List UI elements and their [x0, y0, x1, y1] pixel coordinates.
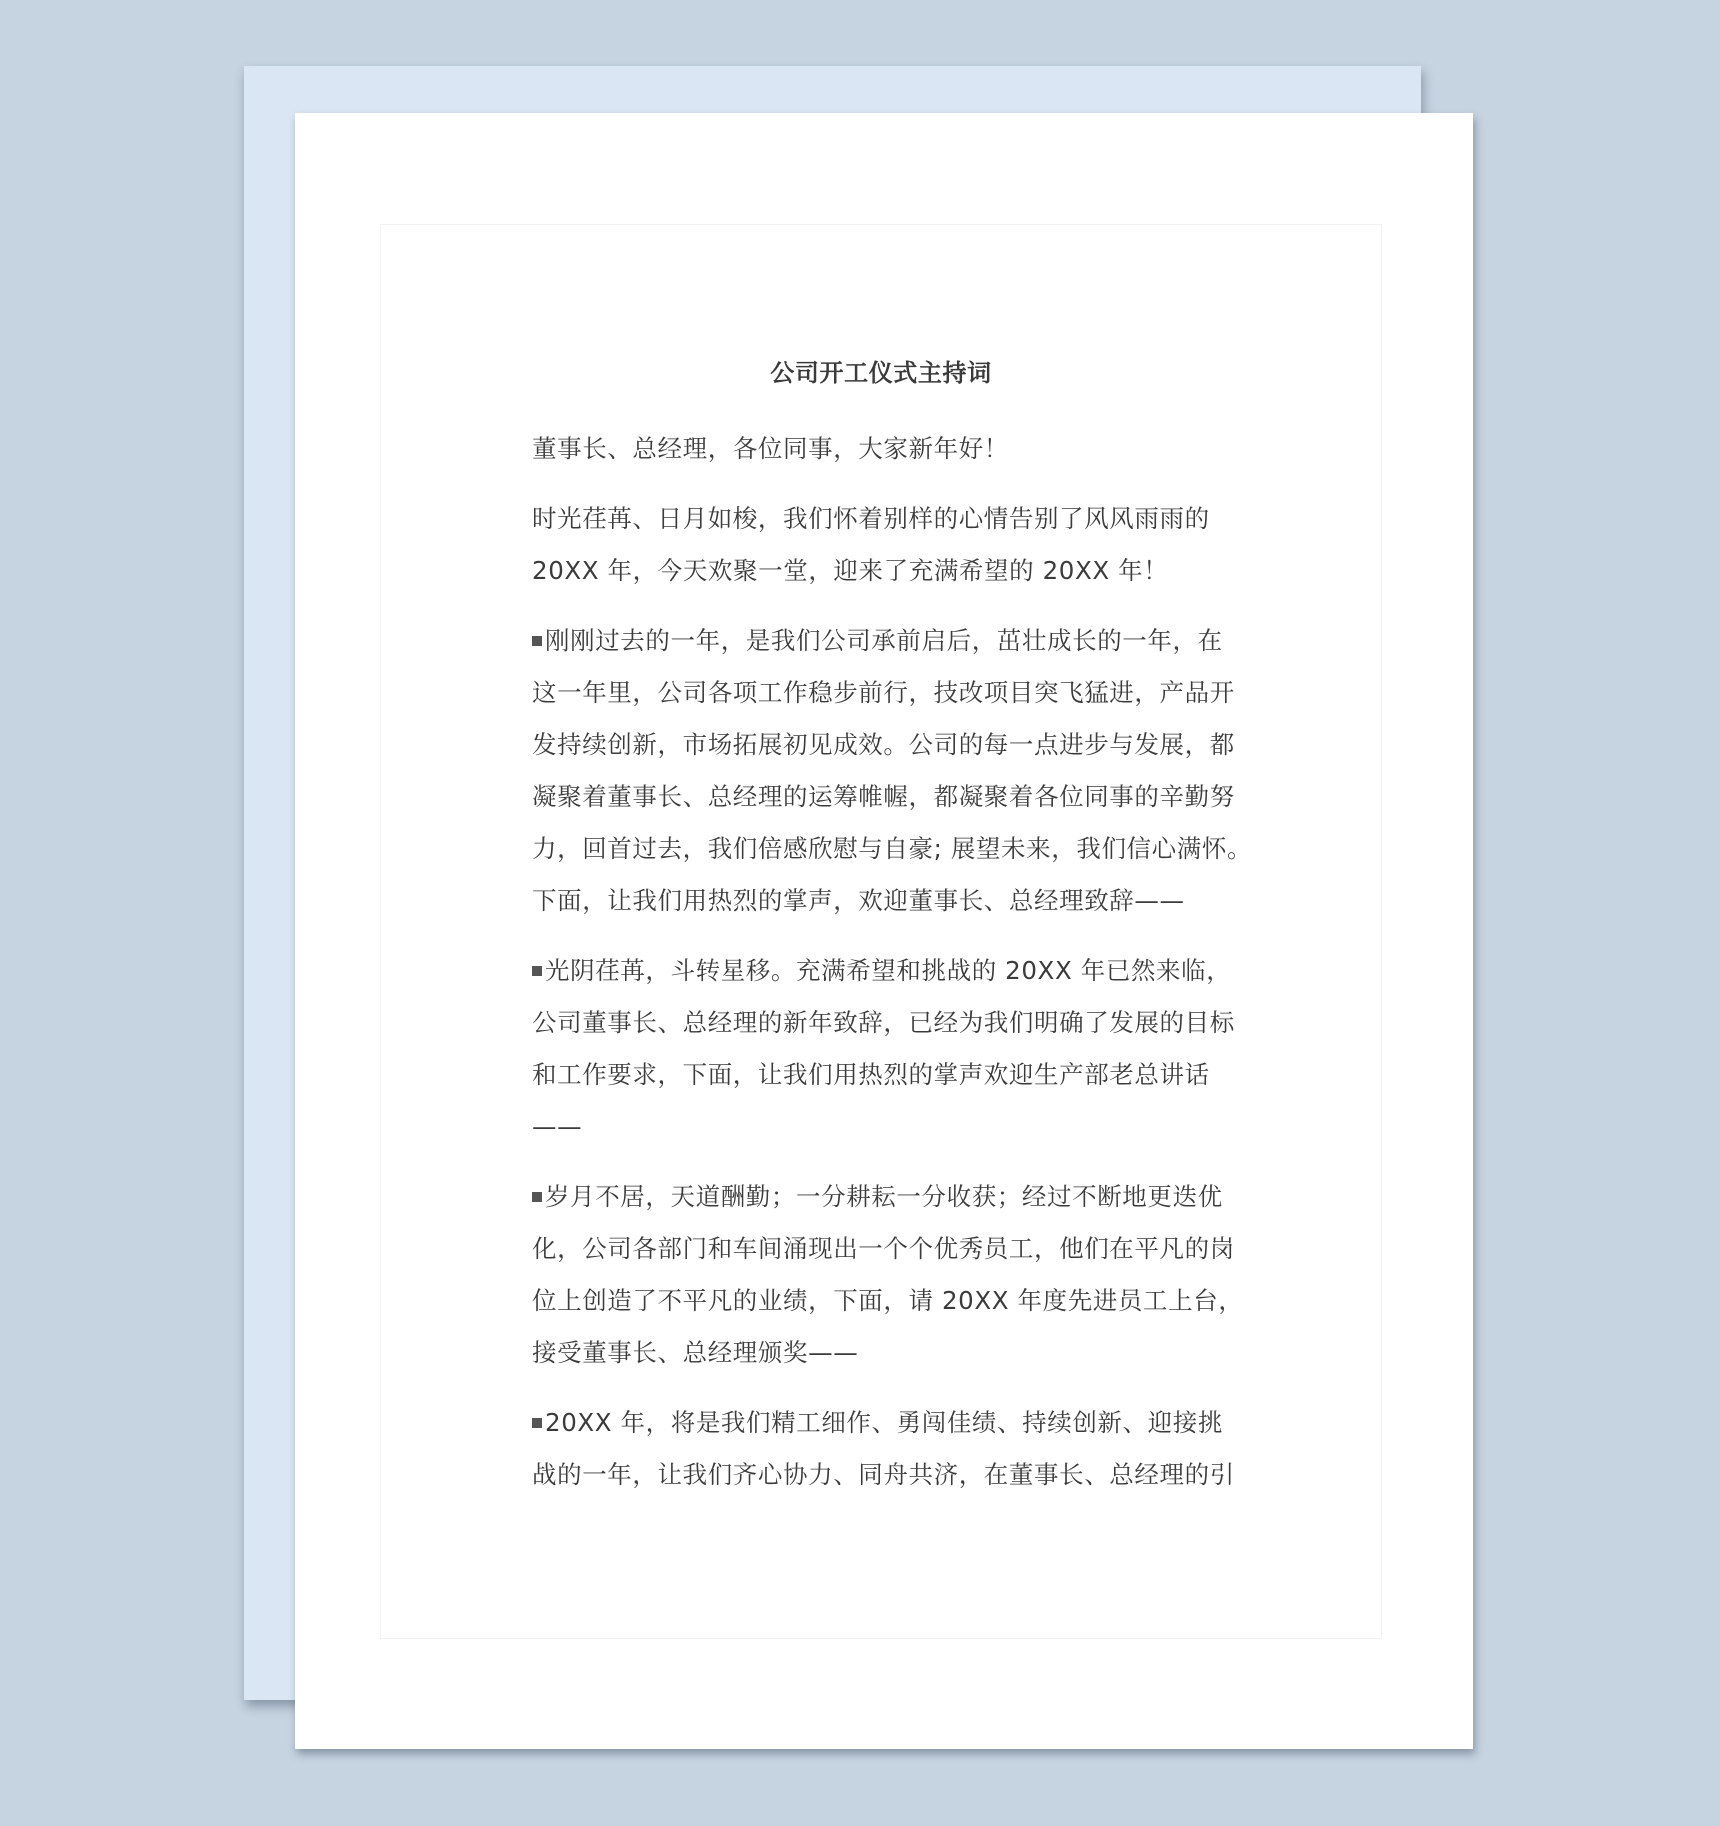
text-line	[532, 945, 1230, 997]
paragraph-awards	[532, 1171, 1244, 1379]
document-title: 公司开工仪式主持词	[770, 359, 992, 387]
text-line: 这一年里，公司各项工作稳步前行，技改项目突飞猛进，产品开	[532, 678, 1235, 707]
paragraph-opening	[532, 493, 1230, 597]
text-line: 凝聚着董事长、总经理的运筹帷幄，都凝聚着各位同事的辛勤努	[532, 782, 1235, 811]
document-body	[532, 353, 1253, 1519]
front-page-sheet	[295, 113, 1473, 1749]
paragraph-outlook	[532, 1397, 1235, 1501]
paragraph-greeting	[532, 423, 1230, 475]
text-line: 20XX 年，今天欢聚一堂，迎来了充满希望的 20XX 年！	[532, 556, 1169, 585]
text-line-content: 20XX 年，将是我们精工细作、勇闯佳绩、持续创新、迎接挑	[545, 1408, 1223, 1437]
text-line: 时光荏苒、日月如梭，我们怀着别样的心情告别了风风雨雨的	[532, 504, 1210, 533]
square-bullet-icon	[532, 636, 542, 646]
square-bullet-icon	[532, 1418, 542, 1428]
text-line: ——	[532, 1112, 583, 1141]
text-line	[532, 1171, 1230, 1223]
square-bullet-icon	[532, 966, 542, 976]
paragraph-production-speech	[532, 945, 1235, 1153]
paragraph-review	[532, 615, 1253, 927]
text-line-content: 岁月不居，天道酬勤；一分耕耘一分收获；经过不断地更迭优	[545, 1182, 1223, 1211]
text-line	[532, 615, 1230, 667]
text-line: 位上创造了不平凡的业绩，下面，请 20XX 年度先进员工上台，	[532, 1286, 1244, 1315]
text-line: 接受董事长、总经理颁奖——	[532, 1338, 859, 1367]
text-line: 战的一年，让我们齐心协力、同舟共济，在董事长、总经理的引	[532, 1460, 1235, 1489]
text-line: 和工作要求，下面，让我们用热烈的掌声欢迎生产部老总讲话	[532, 1060, 1210, 1089]
text-line: 力，回首过去，我们倍感欣慰与自豪; 展望未来，我们信心满怀。	[532, 834, 1253, 863]
text-line: 发持续创新，市场拓展初见成效。公司的每一点进步与发展，都	[532, 730, 1235, 759]
text-line: 公司董事长、总经理的新年致辞，已经为我们明确了发展的目标	[532, 1008, 1235, 1037]
text-line-content: 刚刚过去的一年，是我们公司承前启后，茁壮成长的一年，在	[545, 626, 1223, 655]
square-bullet-icon	[532, 1192, 542, 1202]
text-line-content: 光阴荏苒，斗转星移。充满希望和挑战的 20XX 年已然来临，	[545, 956, 1232, 985]
text-line: 下面，让我们用热烈的掌声，欢迎董事长、总经理致辞——	[532, 886, 1185, 915]
text-line	[532, 1397, 1230, 1449]
text-line: 董事长、总经理，各位同事，大家新年好！	[532, 434, 1009, 463]
text-line: 化，公司各部门和车间涌现出一个个优秀员工，他们在平凡的岗	[532, 1234, 1235, 1263]
